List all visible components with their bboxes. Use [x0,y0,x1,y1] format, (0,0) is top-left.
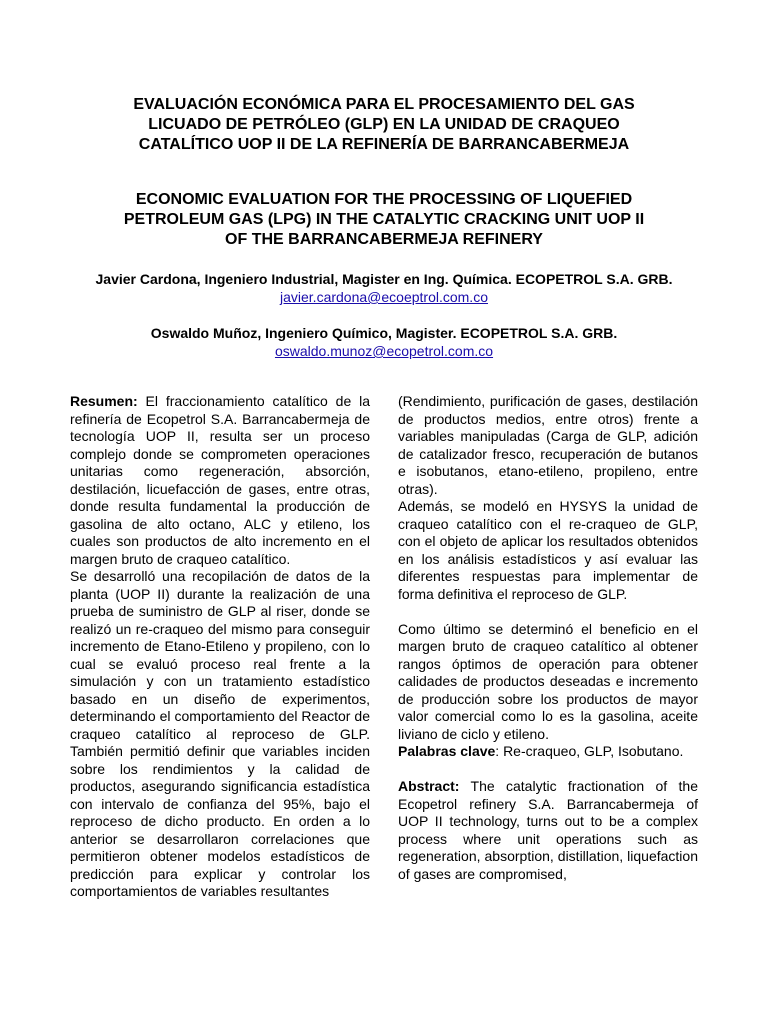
paragraph-text: El fraccionamiento catalítico de la refinería de Ecopetrol S.A. Barrancabermeja de tecnología UOP II, resulta ser un proceso complejo donde se comprometen operaciones unitarias como regeneración, absorción, destilación, licuefacción de gases, entre otras, donde resulta fundamental la producción de gasolina de alto octano, ALC y etileno, los cuales son productos de alto incremento en el margen bruto de craqueo catalítico. [70,393,370,567]
text-column-left [70,393,370,901]
paragraph: Como último se determinó el beneficio en el margen bruto de craqueo catalítico al obtener rangos óptimos de operación para obtener calidades de productos deseadas e incremento de producción sobre los productos de mayor valor comercial como lo es la gasolina, aceite liviano de ciclo y etileno. [398,620,698,742]
paragraph: (Rendimiento, purificación de gases, destilación de productos medios, entre otros) frente a variables manipuladas (Carga de GLP, adición de catalizador fresco, recuperación de butanos e isobutanos, etano-etileno, propileno, entre otras). [398,393,698,497]
keywords-paragraph [398,743,698,761]
resumen-label: Resumen: [70,393,138,409]
author-affiliation: Javier Cardona, Ingeniero Industrial, Magister en Ing. Química. ECOPETROL S.A. GRB. [95,271,673,287]
title-line: EVALUACIÓN ECONÓMICA PARA EL PROCESAMIENTO DEL GAS [133,96,635,113]
abstract-label: Abstract: [398,778,460,794]
paragraph [70,393,370,568]
paragraph: Se desarrolló una recopilación de datos de la planta (UOP II) durante la realización de una prueba de suministro de GLP al riser, donde se realizó un re-craqueo del mismo para conseguir incremento de Etano-Etileno y propileno, con lo cual se evaluó proceso real frente a la simulación y con un tratamiento estadístico basado en un diseño de experimentos, determinando el comportamiento del Reactor de craqueo catalítico al reproceso de GLP. También permitió definir que variables inciden sobre los rendimientos y la calidad de productos, asegurando significancia estadística con intervalo de confianza del 95%, bajo el reproceso de dicho producto. En orden a lo anterior se desarrollaron correlaciones que permitieron obtener modelos estadísticos de predicción para explicar y controlar los comportamientos de variables resultantes [70,568,370,899]
author-block [40,270,728,306]
text-column-right [398,393,698,883]
title-line: LICUADO DE PETRÓLEO (GLP) EN LA UNIDAD DE CRAQUEO [148,116,620,133]
keywords-label: Palabras clave [398,743,496,759]
author-block [40,324,728,360]
abstract-text: The catalytic fractionation of the Ecopetrol refinery S.A. Barrancabermeja of UOP II technology, turns out to be a complex process where unit operations such as regeneration, absorption, distillation, liquefaction of gases are compromised, [398,778,698,882]
title-line: ECONOMIC EVALUATION FOR THE PROCESSING OF LIQUEFIED [135,191,633,208]
title-spanish [60,95,708,155]
title-line: OF THE BARRANCABERMEJA REFINERY [225,231,543,248]
paragraph: Además, se modeló en HYSYS la unidad de craqueo catalítico con el re-craqueo de GLP, con el objeto de aplicar los resultados obtenidos en los análisis estadísticos y así evaluar las diferentes respuestas para implementar de forma definitiva el reproceso de GLP. [398,498,698,602]
title-line: CATALÍTICO UOP II DE LA REFINERÍA DE BARRANCABERMEJA [138,136,630,153]
author-email-link[interactable]: javier.cardona@ecoeptrol.com.co [280,289,488,305]
author-affiliation: Oswaldo Muñoz, Ingeniero Químico, Magister. ECOPETROL S.A. GRB. [150,325,618,341]
abstract-paragraph [398,778,698,883]
title-english [60,190,708,250]
keywords-text: : Re-craqueo, GLP, Isobutano. [495,743,684,759]
title-line: PETROLEUM GAS (LPG) IN THE CATALYTIC CRACKING UNIT UOP II [123,211,645,228]
author-email-link[interactable]: oswaldo.munoz@ecopetrol.com.co [274,343,494,359]
